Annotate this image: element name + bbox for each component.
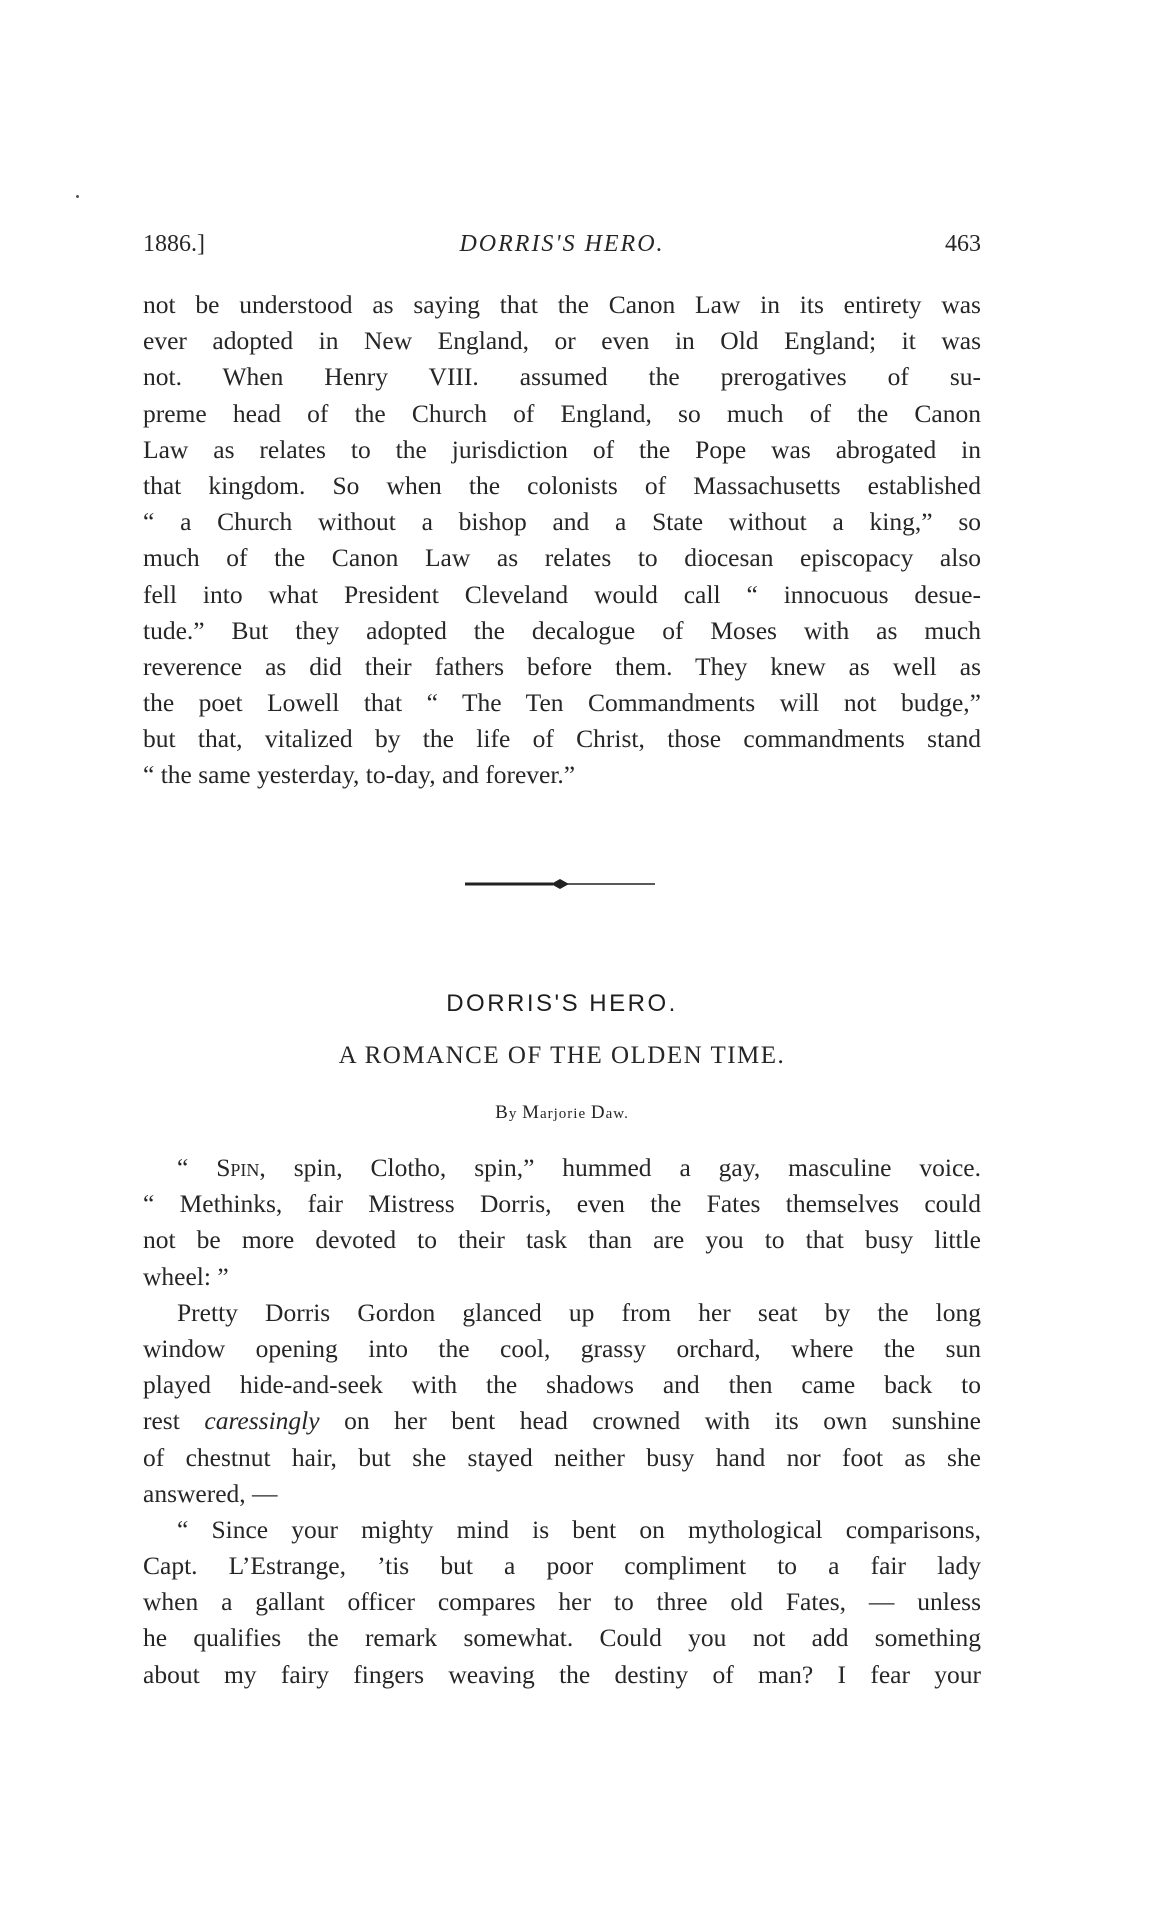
- text-line: “ a Church without a bishop and a State without a king,” so: [143, 507, 981, 537]
- text-line: played hide-and-seek with the shadows and then came back to: [143, 1370, 981, 1400]
- text-line: Law as relates to the jurisdiction of the Pope was abrogated in: [143, 434, 981, 464]
- author-initial: D: [590, 1102, 606, 1123]
- text-line: [143, 1150, 981, 1186]
- opening-quote-cap: “ S: [177, 1153, 231, 1182]
- text-line: not. When Henry VIII. assumed the prerogatives of su-: [143, 362, 981, 392]
- text-line: much of the Canon Law as relates to diocesan episcopacy also: [143, 543, 981, 573]
- text-fragment: rest: [143, 1406, 205, 1436]
- text-line: fell into what President Cleveland would call “ innocuous desue-: [143, 579, 981, 609]
- small-caps-word: pin: [230, 1153, 260, 1182]
- text-line: about my fairy fingers weaving the destiny of man? I fear your: [143, 1659, 981, 1689]
- text-line: Capt. L’Estrange, ’tis but a poor compliment to a fair lady: [143, 1551, 981, 1581]
- author-first-name: arjorie: [539, 1106, 587, 1122]
- text-line: ever adopted in New England, or even in Old England; it was: [143, 326, 981, 356]
- text-line: “ Methinks, fair Mistress Dorris, even the Fates themselves could: [143, 1189, 981, 1219]
- text-line: not be more devoted to their task than are you to that busy little: [143, 1225, 981, 1255]
- text-line: but that, vitalized by the life of Christ, those commandments stand: [143, 724, 981, 754]
- header-title: DORRIS'S HERO.: [459, 231, 665, 257]
- story-subtitle: A ROMANCE OF THE OLDEN TIME.: [338, 1042, 786, 1069]
- text-line: of chestnut hair, but she stayed neither busy hand nor foot as she: [143, 1442, 981, 1472]
- byline-word: y: [508, 1106, 518, 1122]
- text-line: reverence as did their fathers before them. They knew as well as: [143, 651, 981, 681]
- text-line: tude.” But they adopted the decalogue of Moses with as much: [143, 615, 981, 645]
- text-line: wheel: ”: [143, 1261, 229, 1291]
- text-fragment: on her bent head crowned with its own sunshine: [319, 1406, 981, 1436]
- running-head: [143, 231, 981, 267]
- text-line: when a gallant officer compares her to three old Fates, — unless: [143, 1587, 981, 1617]
- italic-word: caressingly: [204, 1406, 320, 1436]
- text-line: not be understood as saying that the Canon Law in its entirety was: [143, 290, 981, 319]
- text-line: window opening into the cool, grassy orchard, where the sun: [143, 1333, 981, 1363]
- text-line: [143, 1403, 981, 1439]
- story-title: DORRIS'S HERO.: [446, 990, 678, 1017]
- text-line: the poet Lowell that “ The Ten Commandments will not budge,”: [143, 688, 981, 718]
- header-year: 1886.]: [143, 231, 205, 257]
- byline-initial: B: [495, 1102, 509, 1123]
- author-initial: M: [522, 1102, 540, 1123]
- section-divider-ornament: [465, 877, 655, 891]
- text-line: that kingdom. So when the colonists of Massachusetts established: [143, 470, 981, 500]
- text-line: he qualifies the remark somewhat. Could you not add something: [143, 1623, 981, 1653]
- story-body: [143, 1150, 981, 1693]
- ink-speck: [76, 195, 79, 198]
- text-line: answered, —: [143, 1478, 278, 1508]
- text-line: “ the same yesterday, to-day, and forever.”: [143, 760, 576, 790]
- text-line: “ Since your mighty mind is bent on mythological comparisons,: [177, 1514, 981, 1544]
- text-fragment: , spin, Clotho, spin,” hummed a gay, masculine voice.: [259, 1153, 981, 1182]
- byline: [143, 1102, 981, 1124]
- author-last-name: aw.: [605, 1106, 629, 1122]
- page-number: 463: [945, 231, 981, 257]
- text-line: Pretty Dorris Gordon glanced up from her seat by the long: [177, 1297, 981, 1327]
- previous-article-ending: [143, 287, 981, 794]
- text-line: preme head of the Church of England, so much of the Canon: [143, 398, 981, 428]
